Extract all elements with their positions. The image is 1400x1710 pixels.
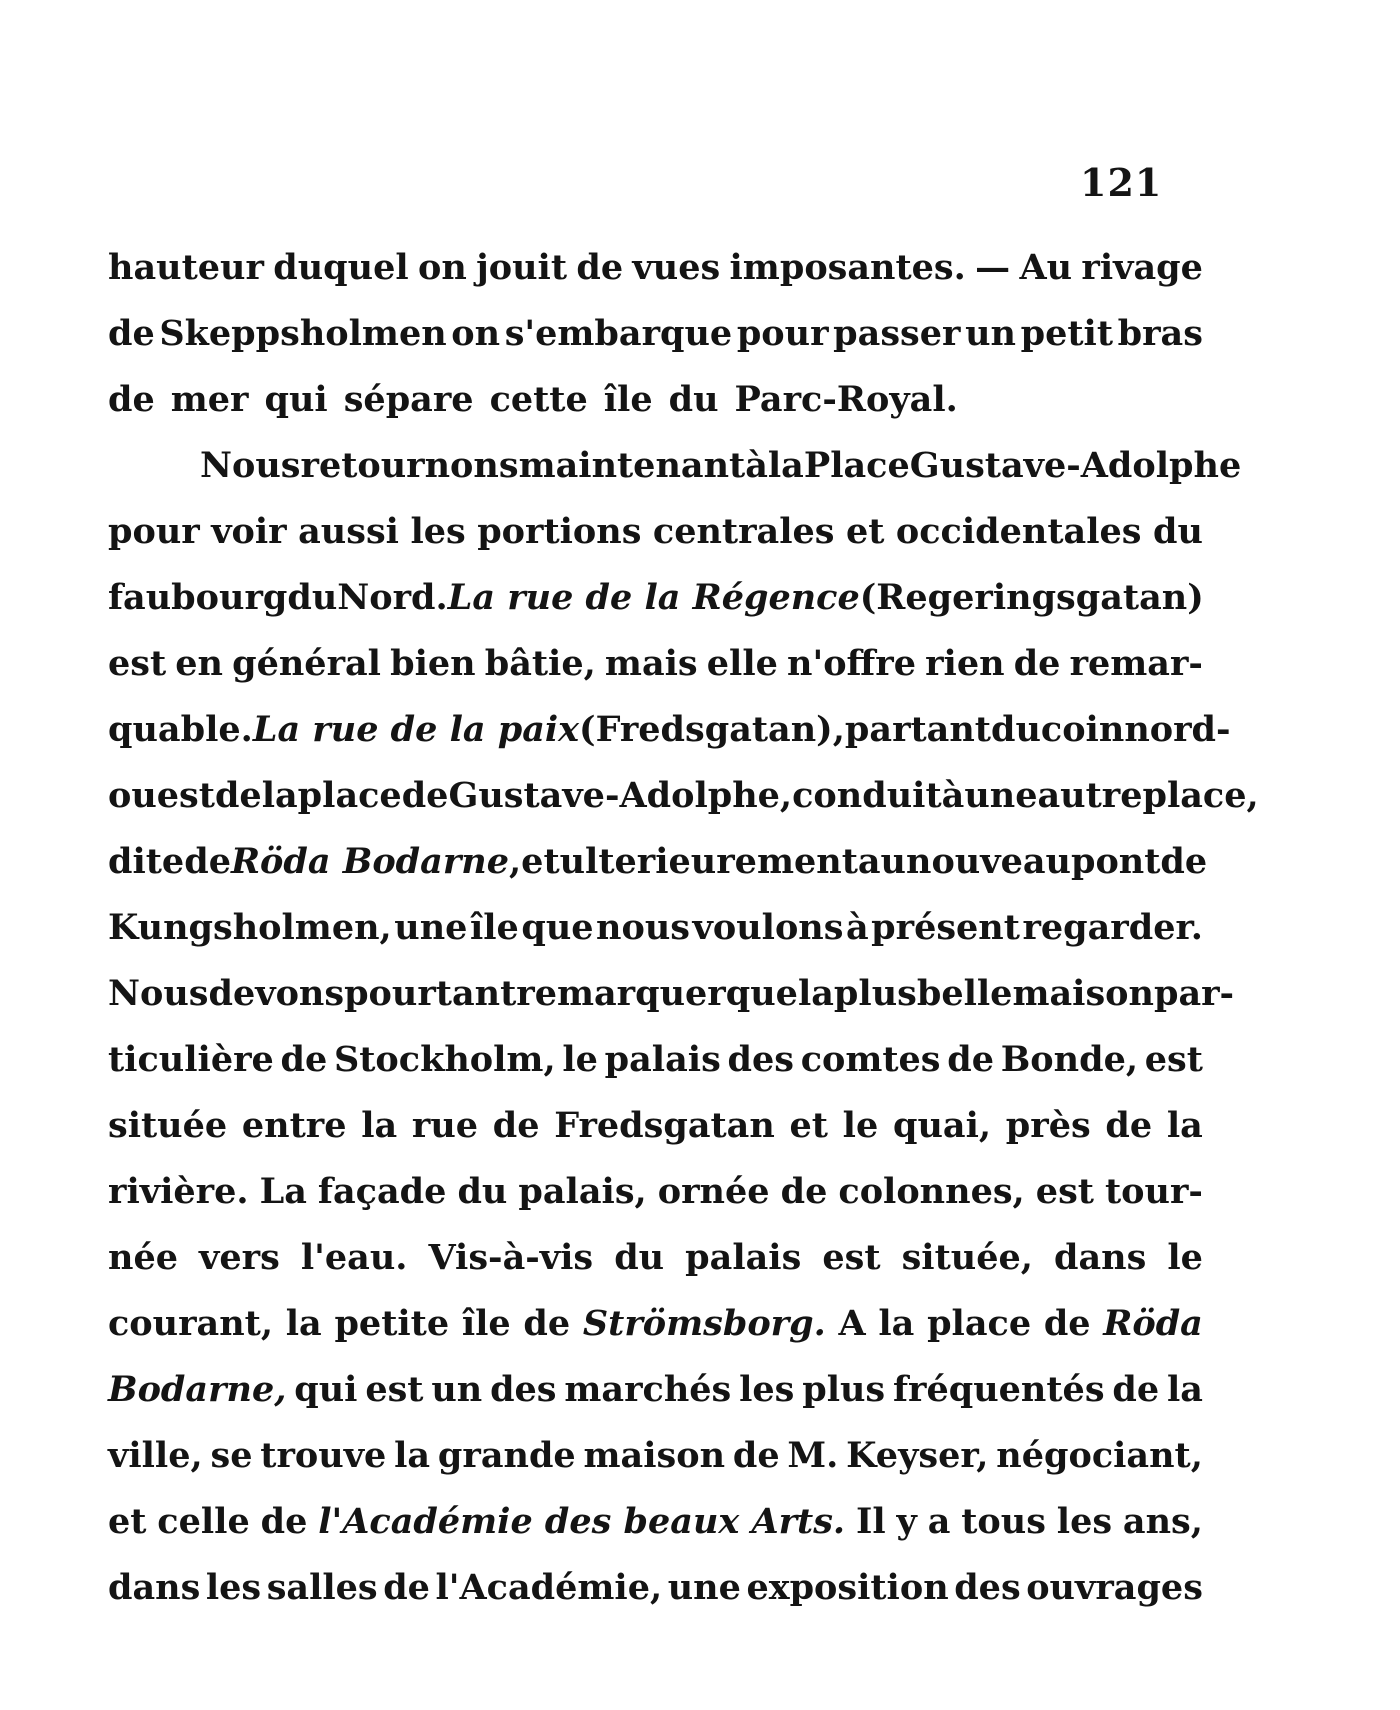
word: qui <box>294 1369 358 1410</box>
word: de <box>401 775 449 816</box>
word: A <box>838 1303 866 1344</box>
word: pour <box>736 313 829 354</box>
word: palais <box>685 1237 802 1278</box>
word: que <box>521 907 594 948</box>
word: au <box>857 841 906 882</box>
word: — <box>975 247 1011 288</box>
text-line <box>108 829 1208 895</box>
text-line <box>108 565 1203 631</box>
word: occidentales <box>895 511 1142 552</box>
word: tour- <box>1104 1171 1203 1212</box>
word: à <box>941 775 965 816</box>
word: de <box>780 1171 828 1212</box>
word: de <box>108 379 155 420</box>
word: petite <box>334 1303 450 1344</box>
word: de <box>576 247 624 288</box>
word: de <box>280 1039 328 1080</box>
italic-word: Röda Bodarne <box>230 841 509 882</box>
word: de <box>214 775 262 816</box>
word: du <box>668 379 719 420</box>
word: en <box>175 643 223 684</box>
word: île <box>469 907 519 948</box>
word: bien <box>390 643 476 684</box>
word: regarder. <box>1022 907 1203 948</box>
word: le <box>1167 1237 1203 1278</box>
word: aussi <box>298 511 399 552</box>
word: Gustave-Adolphe <box>909 445 1242 486</box>
word: nord- <box>1124 709 1231 750</box>
word: sépare <box>343 379 474 420</box>
word: bras <box>1117 313 1203 354</box>
word: la <box>767 445 804 486</box>
word: dite <box>108 841 185 882</box>
word: née <box>108 1237 178 1278</box>
text-line <box>108 697 1231 763</box>
word: conduit <box>792 775 942 816</box>
word: Skeppsholmen <box>159 313 447 354</box>
word: de <box>184 841 231 882</box>
word: est <box>108 643 167 684</box>
word: le <box>842 1105 879 1146</box>
word: maison <box>583 1435 726 1476</box>
text-line <box>108 1555 1203 1621</box>
text-line <box>108 1357 1203 1423</box>
word: Nous <box>200 445 301 486</box>
word: pourtant <box>344 973 517 1014</box>
word: Gustave-Adolphe, <box>448 775 793 816</box>
word: ans, <box>1122 1501 1203 1542</box>
word: courant, <box>108 1303 274 1344</box>
text-line <box>108 301 1203 367</box>
text-line <box>108 433 1242 499</box>
word: la <box>1166 1369 1203 1410</box>
word: de <box>1160 841 1208 882</box>
word: salles <box>266 1567 378 1608</box>
word: imposantes. <box>729 247 966 288</box>
word: M. <box>787 1435 839 1476</box>
word: celle <box>157 1501 250 1542</box>
word: voir <box>211 511 287 552</box>
body-text <box>108 235 1259 1621</box>
word: bâtie, <box>484 643 596 684</box>
text-line <box>108 1423 1203 1489</box>
page-number: 121 <box>1080 160 1163 205</box>
word: se <box>210 1435 253 1476</box>
word: et <box>108 1501 147 1542</box>
word: Vis-à-vis <box>428 1237 594 1278</box>
word: on <box>451 313 501 354</box>
word: Bonde, <box>1000 1039 1139 1080</box>
word: jouit <box>476 247 568 288</box>
word: du <box>457 1171 508 1212</box>
word: de <box>492 1105 540 1146</box>
word: plus <box>802 1369 886 1410</box>
word: la <box>797 973 834 1014</box>
word: trouve <box>260 1435 387 1476</box>
word: à <box>745 445 768 486</box>
word: Fredsgatan <box>554 1105 775 1146</box>
word: île <box>603 379 653 420</box>
word: tous <box>961 1501 1046 1542</box>
word: île <box>461 1303 511 1344</box>
text-line <box>108 1291 1203 1357</box>
word: retournons <box>300 445 519 486</box>
word: une <box>394 907 468 948</box>
word: l'eau. <box>300 1237 408 1278</box>
word: quable. <box>108 709 253 750</box>
word: l'Académie, <box>435 1567 663 1608</box>
word: située <box>108 1105 228 1146</box>
word: Place <box>803 445 910 486</box>
word: petit <box>1020 313 1113 354</box>
italic-word: Röda <box>1103 1303 1203 1344</box>
word: fréquentés <box>892 1369 1105 1410</box>
word: le <box>562 1039 598 1080</box>
text-line <box>108 1159 1203 1225</box>
word: par- <box>1153 973 1235 1014</box>
word: une <box>667 1567 741 1608</box>
word: de <box>1043 1303 1091 1344</box>
word: Au <box>1019 247 1073 288</box>
text-line <box>108 895 1203 961</box>
word: de <box>108 313 155 354</box>
italic-word: Bodarne, <box>108 1369 287 1410</box>
text-line <box>108 367 1203 433</box>
word: les <box>410 511 466 552</box>
word: quai, <box>892 1105 992 1146</box>
word: voulons <box>692 907 844 948</box>
word: les <box>1056 1501 1113 1542</box>
word: de <box>260 1501 308 1542</box>
text-line <box>108 235 1203 301</box>
word: la <box>1166 1105 1203 1146</box>
word: du <box>287 577 338 618</box>
word: La <box>259 1171 307 1212</box>
word: est <box>1035 1171 1094 1212</box>
word: la <box>285 1303 322 1344</box>
word: remarquer <box>516 973 726 1014</box>
italic-word: La rue de la paix <box>252 709 580 750</box>
word: elle <box>706 643 778 684</box>
word: coin <box>1040 709 1125 750</box>
word: passer <box>833 313 961 354</box>
word: de <box>523 1303 571 1344</box>
word: y <box>896 1501 917 1542</box>
word: du <box>614 1237 665 1278</box>
word: à <box>845 907 869 948</box>
word: la <box>261 775 298 816</box>
word: s'embarque <box>504 313 733 354</box>
word: belle <box>916 973 1013 1014</box>
word: place <box>927 1303 1032 1344</box>
word: duquel <box>273 247 409 288</box>
word: une <box>964 775 1038 816</box>
word: des <box>490 1369 557 1410</box>
word: de <box>947 1039 994 1080</box>
word: les <box>739 1369 795 1410</box>
word: ornée <box>657 1171 770 1212</box>
word: du <box>990 709 1041 750</box>
word: (Fredsgatan), <box>579 709 845 750</box>
word: Stockholm, <box>333 1039 556 1080</box>
word: comtes <box>800 1039 941 1080</box>
text-line <box>108 1027 1203 1093</box>
word: Il <box>855 1501 886 1542</box>
word: (Regeringsgatan) <box>859 577 1204 618</box>
word: située, <box>901 1237 1033 1278</box>
word: Nous <box>108 973 209 1014</box>
word: rivage <box>1081 247 1203 288</box>
word: entre <box>241 1105 347 1146</box>
text-line <box>108 1489 1203 1555</box>
word: des <box>954 1567 1021 1608</box>
word: des <box>727 1039 794 1080</box>
word: palais <box>604 1039 721 1080</box>
word: que <box>725 973 798 1014</box>
word: de <box>732 1435 780 1476</box>
word: et <box>521 841 560 882</box>
italic-word: l'Académie des beaux Arts. <box>318 1501 846 1542</box>
text-line <box>108 631 1203 697</box>
word: dans <box>108 1567 201 1608</box>
word: la <box>878 1303 915 1344</box>
word: place, <box>1142 775 1259 816</box>
word: grande <box>437 1435 576 1476</box>
word: la <box>394 1435 431 1476</box>
word: palais, <box>518 1171 647 1212</box>
word: est <box>365 1369 424 1410</box>
word: ville, <box>108 1435 203 1476</box>
word: ouest <box>108 775 215 816</box>
text-line <box>108 961 1235 1027</box>
word: général <box>232 643 381 684</box>
word: mer <box>170 379 249 420</box>
text-line <box>108 1093 1203 1159</box>
word: pour <box>108 511 200 552</box>
word: dans <box>1053 1237 1147 1278</box>
word: a <box>927 1501 951 1542</box>
word: rue <box>411 1105 479 1146</box>
word: mais <box>604 643 698 684</box>
word: est <box>1144 1039 1203 1080</box>
word: rien <box>925 643 1005 684</box>
word: vers <box>199 1237 280 1278</box>
word: de <box>1013 643 1061 684</box>
text-line <box>108 763 1259 829</box>
word: pont <box>1070 841 1161 882</box>
word: qui <box>264 379 328 420</box>
italic-word: La rue de la Régence <box>447 577 860 618</box>
word: la <box>361 1105 398 1146</box>
word: nouveau <box>906 841 1071 882</box>
word: et <box>789 1105 828 1146</box>
text-line <box>108 499 1203 565</box>
word: n'offre <box>787 643 916 684</box>
word: nous <box>596 907 690 948</box>
word: maison <box>1012 973 1154 1014</box>
word: de <box>1112 1369 1160 1410</box>
text-line <box>108 1225 1203 1291</box>
word: près <box>1005 1105 1091 1146</box>
word: plus <box>833 973 917 1014</box>
word: façade <box>317 1171 447 1212</box>
word: rivière. <box>108 1171 249 1212</box>
word: portions <box>477 511 642 552</box>
word: , <box>508 841 522 882</box>
word: ulterieurement <box>559 841 858 882</box>
word: présent <box>871 907 1020 948</box>
word: hauteur <box>108 247 264 288</box>
word: de <box>383 1567 430 1608</box>
word: remar- <box>1069 643 1203 684</box>
word: autre <box>1037 775 1143 816</box>
word: marchés <box>564 1369 732 1410</box>
word: et <box>845 511 885 552</box>
word: faubourg <box>108 577 288 618</box>
word: Keyser, <box>846 1435 989 1476</box>
word: devons <box>208 973 345 1014</box>
word: cette <box>489 379 588 420</box>
word: est <box>822 1237 881 1278</box>
word: négociant, <box>996 1435 1203 1476</box>
word: maintenant <box>518 445 746 486</box>
italic-word: Strömsborg. <box>582 1303 826 1344</box>
word: Kungsholmen, <box>108 907 392 948</box>
word: centrales <box>652 511 835 552</box>
word: on <box>417 247 467 288</box>
word: les <box>205 1567 262 1608</box>
word: un <box>965 313 1016 354</box>
word: du <box>1152 511 1203 552</box>
word: ouvrages <box>1026 1567 1203 1608</box>
word: un <box>431 1369 483 1410</box>
word: Nord. <box>337 577 448 618</box>
word: vues <box>632 247 721 288</box>
word: partant <box>844 709 991 750</box>
word: exposition <box>746 1567 949 1608</box>
word: Parc-Royal. <box>734 379 958 420</box>
word: place <box>297 775 402 816</box>
word: de <box>1105 1105 1153 1146</box>
word: ticulière <box>108 1039 274 1080</box>
word: colonnes, <box>838 1171 1025 1212</box>
